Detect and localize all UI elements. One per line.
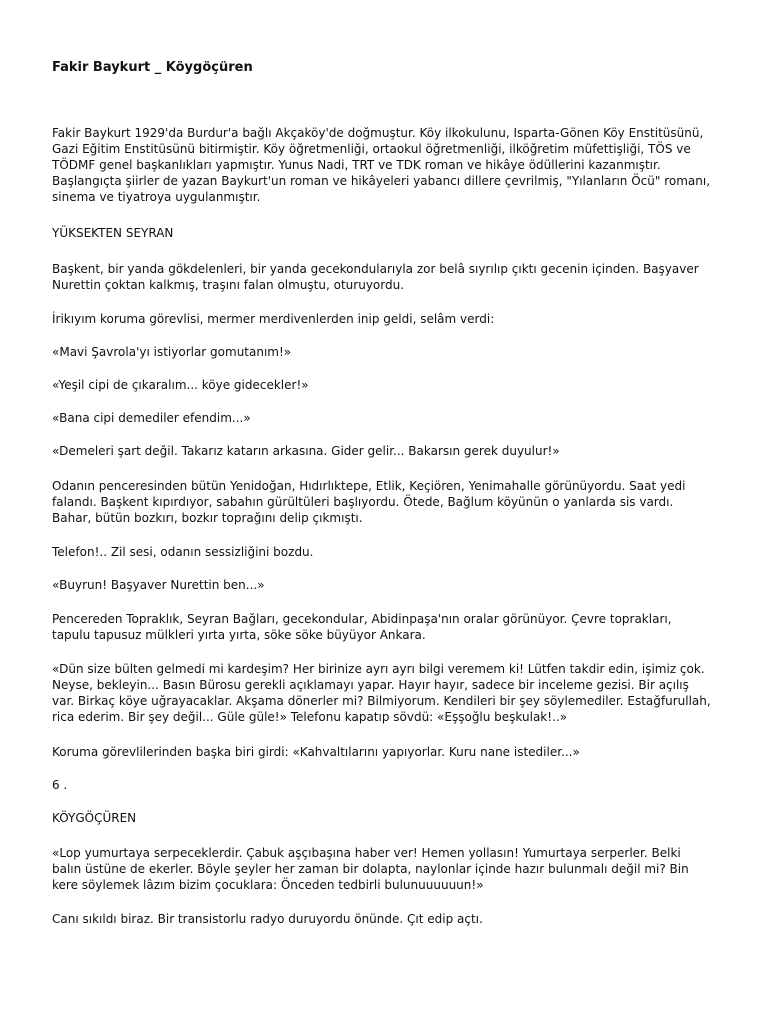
bio-line-3: TÖDMF genel başkanlıkları yapmıştır. Yunus Nadi, TRT ve TDK roman ve hikâye ödüllerini kazanmıştır. xyxy=(52,158,661,172)
page-number: 6 . xyxy=(52,778,68,792)
dialogue-line: «Dün size bülten gelmedi mi kardeşim? Her birinize ayrı ayrı bilgi veremem ki! Lütfen takdir edin, işimiz çok. xyxy=(52,662,705,676)
paragraph-line: Koruma görevlilerinden başka biri girdi: «Kahvaltılarını yapıyorlar. Kuru nane istediler...» xyxy=(52,745,580,759)
paragraph-line: Odanın penceresinden bütün Yenidoğan, Hıdırlıktepe, Etlik, Keçiören, Yenimahalle görünüyordu. Saat yedi xyxy=(52,479,686,493)
section-heading-koygocuren: KÖYGÖÇÜREN xyxy=(52,811,137,825)
dialogue-line: «Bana cipi demediler efendim...» xyxy=(52,411,251,425)
dialogue-line: kere söylemek lâzım bizim çocuklara: Önceden tedbirli bulunuuuuuun!» xyxy=(52,878,484,892)
dialogue-line: «Yeşil cipi de çıkaralım... köye gidecekler!» xyxy=(52,378,309,392)
dialogue-line: var. Birkaç köye uğrayacaklar. Akşama dönerler mi? Bilmiyorum. Kendileri bir şey söylemediler. Estağfurullah, xyxy=(52,694,711,708)
dialogue-line: «Demeleri şart değil. Takarız katarın arkasına. Gider gelir... Bakarsın gerek duyulur!» xyxy=(52,444,560,458)
paragraph-line: tapulu tapusuz mülkleri yırta yırta, söke söke büyüyor Ankara. xyxy=(52,628,426,642)
paragraph-line: Telefon!.. Zil sesi, odanın sessizliğini bozdu. xyxy=(52,545,314,559)
dialogue-line: Neyse, bekleyin... Basın Bürosu gerekli açıklamayı yapar. Hayır hayır, sadece bir inceleme gezisi. Bir açılış xyxy=(52,678,689,692)
dialogue-line: rica ederim. Bir şey değil... Güle güle!» Telefonu kapatıp sövdü: «Eşşoğlu beşkulak!..» xyxy=(52,710,568,724)
paragraph-line: Başkent, bir yanda gökdelenleri, bir yanda gecekondularıyla zor belâ sıyrılıp çıktı gecenin içinden. Başyaver xyxy=(52,262,699,276)
paragraph-line: Nurettin çoktan kalkmış, traşını falan olmuştu, oturuyordu. xyxy=(52,278,405,292)
dialogue-line: «Mavi Şavrola'yı istiyorlar gomutanım!» xyxy=(52,345,292,359)
bio-line-2: Gazi Eğitim Enstitüsünü bitirmiştir. Köy öğretmenliği, ortaokul öğretmenliği, ilköğretim müfettişliği, TÖS ve xyxy=(52,142,691,156)
paragraph-line: Pencereden Topraklık, Seyran Bağları, gecekondular, Abidinpaşa'nın oralar görünüyor. Çevre toprakları, xyxy=(52,612,672,626)
paragraph-line: Canı sıkıldı biraz. Bir transistorlu radyo duruyordu önünde. Çıt edip açtı. xyxy=(52,912,483,926)
bio-line-4: Başlangıçta şiirler de yazan Baykurt'un roman ve hikâyeleri yabancı dillere çevrilmiş, "Yılanların Öcü" romanı, xyxy=(52,174,711,188)
bio-line-5: sinema ve tiyatroya uygulanmıştır. xyxy=(52,190,261,204)
dialogue-line: «Lop yumurtaya serpeceklerdir. Çabuk aşçıbaşına haber ver! Hemen yollasın! Yumurtaya serperler. Belki xyxy=(52,846,681,860)
paragraph-line: İrikıyım koruma görevlisi, mermer merdivenlerden inip geldi, selâm verdi: xyxy=(52,312,495,326)
bio-line-1: Fakir Baykurt 1929'da Burdur'a bağlı Akçaköy'de doğmuştur. Köy ilkokulunu, Isparta-Gönen Köy Enstitüsünü, xyxy=(52,126,704,140)
document-title: Fakir Baykurt _ Köygöçüren xyxy=(52,60,253,75)
paragraph-line: falandı. Başkent kıpırdıyor, sabahın gürültüleri başlıyordu. Ötede, Bağlum köyünün o yanlarda sis vardı. xyxy=(52,495,674,509)
dialogue-line: balın üstüne de ekerler. Böyle şeyler her zaman bir dolapta, naylonlar içinde hazır bulunmalı değil mi? Bin xyxy=(52,862,689,876)
dialogue-line: «Buyrun! Başyaver Nurettin ben...» xyxy=(52,578,265,592)
paragraph-line: Bahar, bütün bozkırı, bozkır toprağını delip çıkmıştı. xyxy=(52,511,363,525)
section-heading-yuksekten-seyran: YÜKSEKTEN SEYRAN xyxy=(52,226,174,240)
